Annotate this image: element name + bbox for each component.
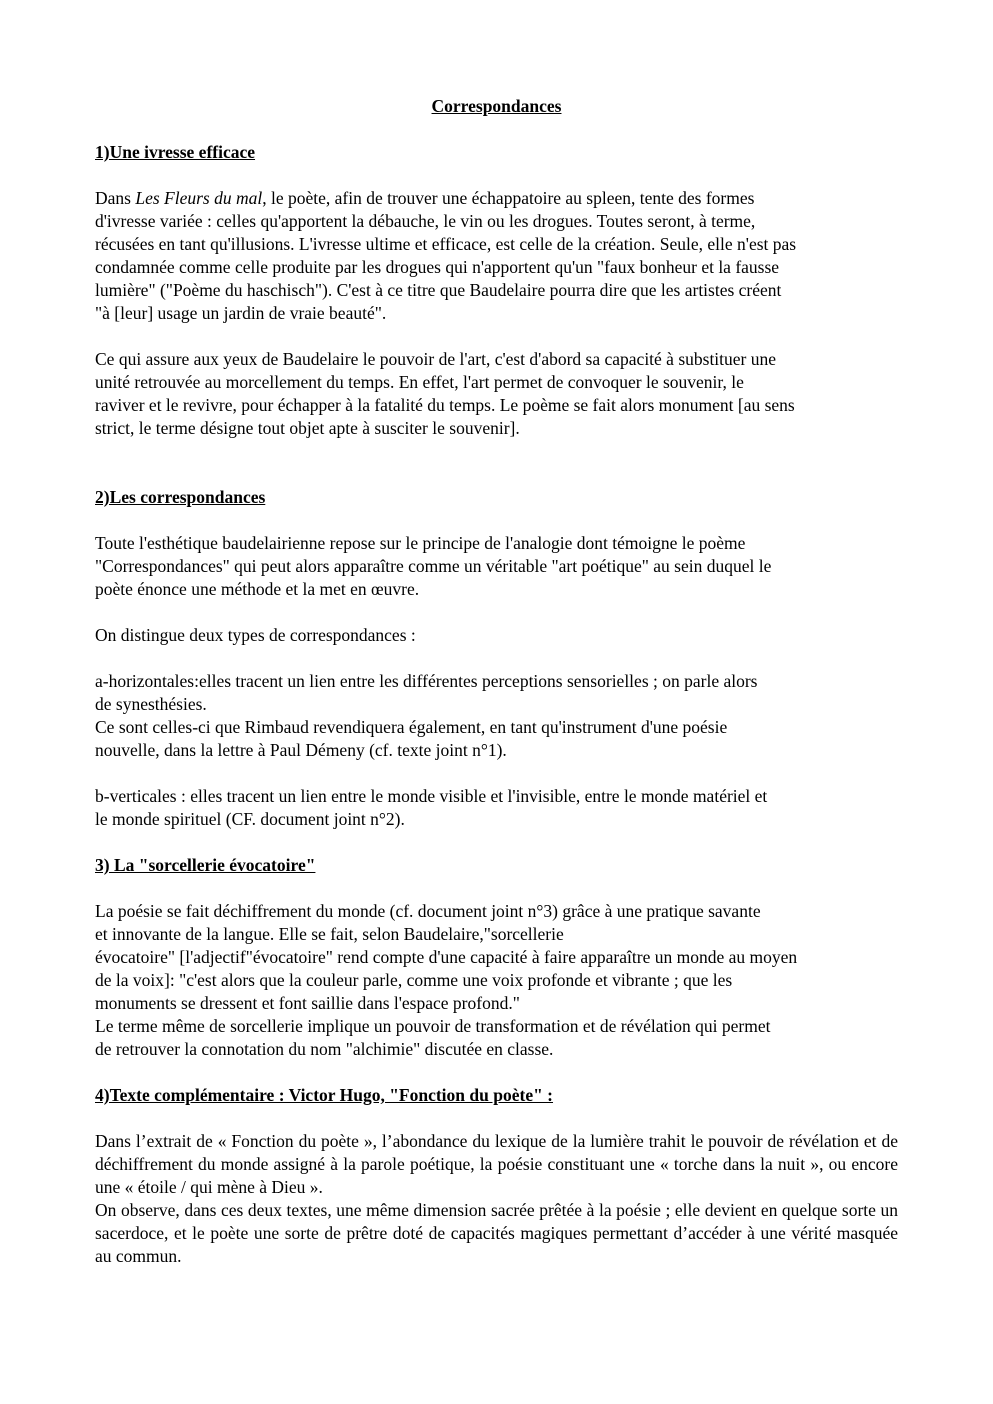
spacer bbox=[95, 877, 898, 900]
document-title: Correspondances bbox=[431, 96, 562, 116]
spacer bbox=[95, 647, 898, 670]
document-page bbox=[95, 95, 898, 1268]
paragraph: Toute l'esthétique baudelairienne repose sur le principe de l'analogie dont témoigne le poème "Correspondances" qui peut alors apparaître comme un véritable "art poétique" au sein duquel le poète énonce une méthode et la met en œuvre. bbox=[95, 533, 772, 599]
spacer bbox=[95, 762, 898, 785]
spacer bbox=[95, 1107, 898, 1130]
paragraph: a-horizontales:elles tracent un lien entre les différentes perceptions sensorielles ; on parle alors de synesthésies. Ce sont celles-ci que Rimbaud revendiquera également, en tant qu'instrument d'une poésie nouvelle, dans la lettre à Paul Démeny (cf. texte joint n°1). bbox=[95, 671, 758, 760]
spacer bbox=[95, 164, 898, 187]
section-heading-1: 1)Une ivresse efficace bbox=[95, 142, 256, 162]
paragraph: Ce qui assure aux yeux de Baudelaire le pouvoir de l'art, c'est d'abord sa capacité à substituer une unité retrouvée au morcellement du temps. En effet, l'art permet de convoquer le souvenir, le raviver et le revivre, pour échapper à la fatalité du temps. Le poème se fait alors monument [au sens strict, le terme désigne tout objet apte à susciter le souvenir]. bbox=[95, 349, 795, 438]
section-heading-2: 2)Les correspondances bbox=[95, 487, 266, 507]
spacer bbox=[95, 325, 898, 348]
paragraph: b-verticales : elles tracent un lien entre le monde visible et l'invisible, entre le monde matériel et le monde spirituel (CF. document joint n°2). bbox=[95, 786, 768, 829]
work-title: Les Fleurs du mal bbox=[135, 188, 263, 208]
paragraph: On distingue deux types de correspondances : bbox=[95, 625, 416, 645]
section-heading-4: 4)Texte complémentaire : Victor Hugo, "Fonction du poète" : bbox=[95, 1085, 554, 1105]
paragraph bbox=[95, 187, 898, 325]
paragraph-lead: Dans bbox=[95, 188, 136, 208]
spacer bbox=[95, 440, 898, 486]
spacer bbox=[95, 118, 898, 141]
spacer bbox=[95, 509, 898, 532]
spacer bbox=[95, 601, 898, 624]
section-heading-3: 3) La "sorcellerie évocatoire" bbox=[95, 855, 316, 875]
paragraph: On observe, dans ces deux textes, une même dimension sacrée prêtée à la poésie ; elle devient en quelque sorte un sacerdoce, et le poète une sorte de prêtre doté de capacités magiques permettant d’accéder à une vérité masquée au commun. bbox=[95, 1200, 898, 1266]
spacer bbox=[95, 1061, 898, 1084]
paragraph-text: , le poète, afin de trouver une échappatoire au spleen, tente des formes d'ivresse variée : celles qu'apportent la débauche, le vin ou les drogues. Toutes seront, à terme, récusées en tant qu'illusions. L'ivresse ultime et efficace, est celle de la création. Seule, elle n'est pas condamnée comme celle produite par les drogues qui n'apportent qu'un "faux bonheur et la fausse lumière" ("Poème du haschisch"). C'est à ce titre que Baudelaire pourra dire que les artistes créent "à [leur] usage un jardin de vraie beauté". bbox=[95, 188, 797, 323]
paragraph: Dans l’extrait de « Fonction du poète », l’abondance du lexique de la lumière trahit le pouvoir de révélation et de déchiffrement du monde assigné à la parole poétique, la poésie constituant une « torche dans la nuit », ou encore une « étoile / qui mène à Dieu ». bbox=[95, 1131, 898, 1197]
spacer bbox=[95, 831, 898, 854]
paragraph: La poésie se fait déchiffrement du monde (cf. document joint n°3) grâce à une pratique savante et innovante de la langue. Elle se fait, selon Baudelaire,"sorcellerie évocatoire" [l'adjectif"évocatoire" rend compte d'une capacité à faire apparaître un monde au moyen de la voix]: "c'est alors que la couleur parle, comme une voix profonde et vibrante ; que les monuments se dressent et font saillie dans l'espace profond." Le terme même de sorcellerie implique un pouvoir de transformation et de révélation qui permet de retrouver la connotation du nom "alchimie" discutée en classe. bbox=[95, 901, 798, 1059]
